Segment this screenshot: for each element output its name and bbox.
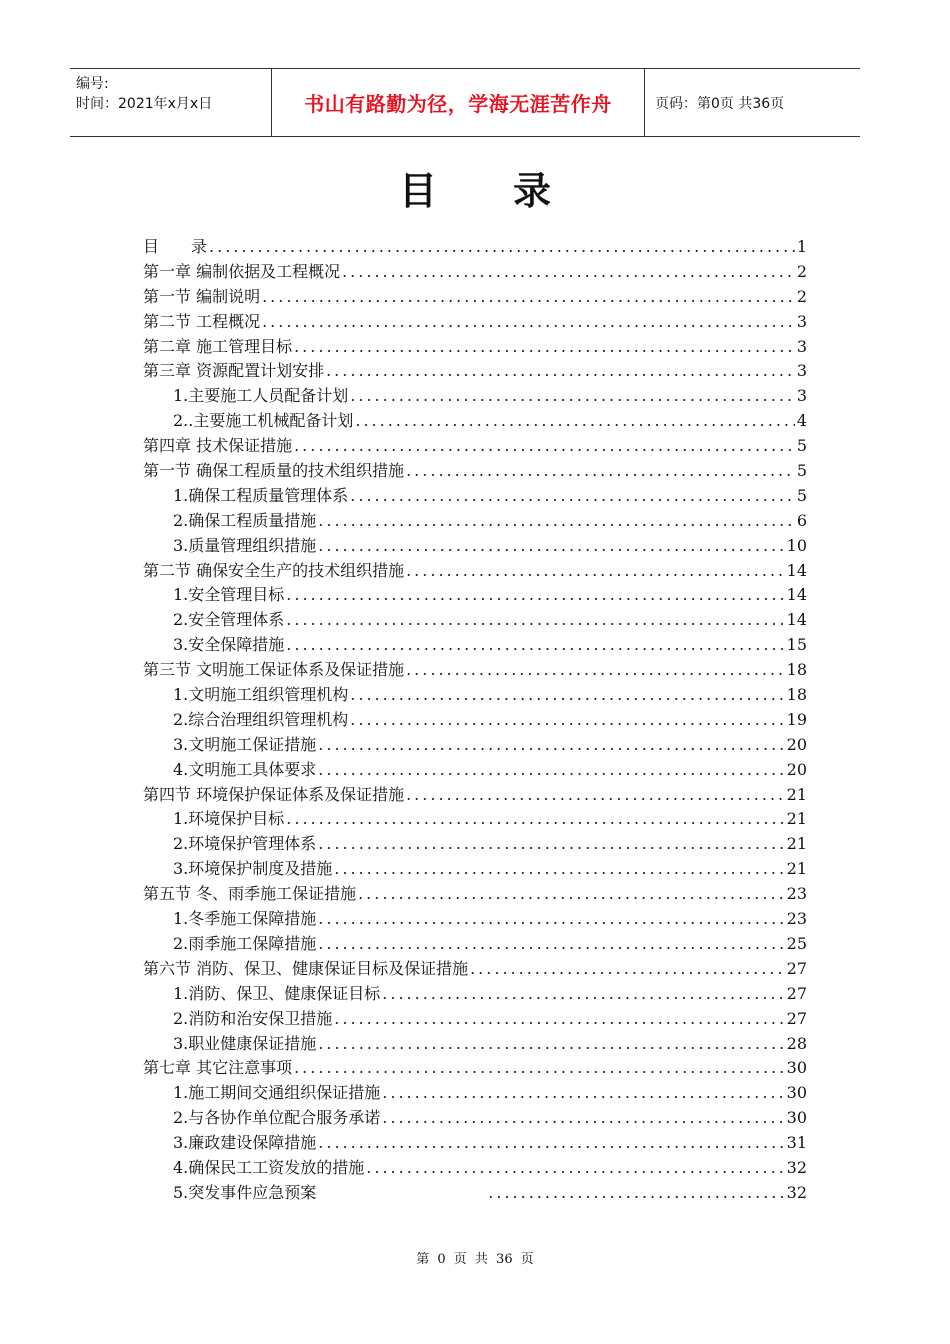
toc-entry[interactable] <box>143 707 807 732</box>
toc-entry-label: 2.与各协作单位配合服务承诺 <box>173 1108 381 1128</box>
toc-entry-label: 4.文明施工具体要求 <box>173 759 317 779</box>
toc-entry-label: 2.环境保护管理体系 <box>173 834 317 854</box>
toc-leader-dots <box>318 735 784 754</box>
toc-entry-page: 5 <box>796 461 807 481</box>
toc-entry-label: 第三节 文明施工保证体系及保证措施 <box>143 660 405 680</box>
toc-leader-dots <box>318 834 784 853</box>
toc-leader-dots <box>286 635 784 654</box>
toc-leader-dots <box>470 959 785 978</box>
toc-entry-page: 10 <box>786 535 807 555</box>
toc-entry[interactable] <box>143 732 807 757</box>
toc-leader-dots <box>318 511 795 530</box>
toc-leader-dots <box>350 486 795 505</box>
toc-leader-dots <box>382 984 784 1003</box>
toc-entry-page: 25 <box>786 933 807 953</box>
toc-entry[interactable] <box>143 483 807 508</box>
toc-leader-dots <box>406 785 785 804</box>
toc-entry-page: 20 <box>786 734 807 754</box>
toc-leader-dots <box>350 685 784 704</box>
toc-entry-page: 6 <box>796 510 807 530</box>
toc-entry-page: 23 <box>786 909 807 929</box>
toc-entry-label: 3.廉政建设保障措施 <box>173 1133 317 1153</box>
toc-entry[interactable] <box>143 508 807 533</box>
toc-leader-dots <box>286 610 784 629</box>
toc-entry-page: 30 <box>786 1108 807 1128</box>
toc-leader-dots <box>382 1083 784 1102</box>
toc-entry[interactable] <box>143 408 807 433</box>
toc-leader-dots <box>326 361 795 380</box>
toc-entry-page: 3 <box>796 361 807 381</box>
toc-entry-label: 1.施工期间交通组织保证措施 <box>173 1083 381 1103</box>
header-page-info: 页码：第0页 共36页 <box>655 95 785 112</box>
toc-entry-page: 14 <box>786 610 807 630</box>
toc-entry[interactable] <box>143 259 807 284</box>
toc-entry[interactable] <box>143 931 807 956</box>
toc-leader-dots <box>350 710 784 729</box>
header-meta <box>70 69 272 136</box>
toc-entry-page: 30 <box>786 1058 807 1078</box>
toc-entry-page: 18 <box>786 685 807 705</box>
toc-entry-page: 32 <box>786 1157 807 1177</box>
toc-entry[interactable] <box>143 956 807 981</box>
toc-entry-label: 3.质量管理组织措施 <box>173 535 317 555</box>
toc-leader-dots <box>294 436 795 455</box>
toc-leader-dots <box>318 536 784 555</box>
toc-entry-label: 第四章 技术保证措施 <box>143 436 293 456</box>
toc-entry-page: 21 <box>786 859 807 879</box>
toc-entry-page: 27 <box>786 983 807 1003</box>
toc-leader-dots <box>488 1183 784 1202</box>
toc-entry-page: 3 <box>796 311 807 331</box>
toc-entry[interactable] <box>143 1031 807 1056</box>
toc-entry[interactable] <box>143 682 807 707</box>
toc-entry[interactable] <box>143 757 807 782</box>
toc-entry-label: 2.消防和治安保卫措施 <box>173 1008 333 1028</box>
toc-entry-label: 3.环境保护制度及措施 <box>173 859 333 879</box>
toc-leader-dots <box>334 1009 784 1028</box>
toc-entry-page: 2 <box>796 286 807 306</box>
toc-entry[interactable] <box>143 1155 807 1180</box>
toc-entry-label: 第五节 冬、雨季施工保证措施 <box>143 884 357 904</box>
toc-leader-dots <box>262 312 795 331</box>
toc-entry-page: 28 <box>786 1033 807 1053</box>
toc-entry-label: 第一节 确保工程质量的技术组织措施 <box>143 461 405 481</box>
toc-entry[interactable] <box>143 906 807 931</box>
toc-entry-label: 目 录 <box>143 237 208 256</box>
page-footer: 第 0 页 共 36 页 <box>416 1252 534 1267</box>
toc-leader-dots <box>350 386 795 405</box>
document-header <box>70 68 860 137</box>
toc-entry-label: 1.安全管理目标 <box>173 585 285 605</box>
toc-entry[interactable] <box>143 533 807 558</box>
toc-leader-dots <box>262 287 795 306</box>
toc-entry-page: 21 <box>786 784 807 804</box>
toc-leader-dots <box>358 884 785 903</box>
toc-entry[interactable] <box>143 558 807 583</box>
toc-entry[interactable] <box>143 458 807 483</box>
toc-entry[interactable] <box>143 632 807 657</box>
toc-entry[interactable] <box>143 582 807 607</box>
toc-entry-page: 32 <box>786 1182 807 1202</box>
toc-entry[interactable] <box>143 1006 807 1031</box>
toc-entry[interactable] <box>143 1130 807 1155</box>
toc-entry-label: 3.职业健康保证措施 <box>173 1033 317 1053</box>
toc-leader-dots <box>286 809 784 828</box>
toc-entry-page: 21 <box>786 834 807 854</box>
toc-entry[interactable] <box>143 981 807 1006</box>
toc-entry-label: 4.确保民工工资发放的措施 <box>173 1157 365 1177</box>
header-motto: 书山有路勤为径，学海无涯苦作舟 <box>272 69 645 136</box>
toc-entry-label: 5.突发事件应急预案 <box>173 1182 317 1202</box>
toc-entry-label: 1.主要施工人员配备计划 <box>173 386 349 406</box>
toc-entry-page: 5 <box>796 436 807 456</box>
toc-entry[interactable] <box>143 383 807 408</box>
toc-entry-page: 19 <box>786 709 807 729</box>
toc-entry[interactable] <box>143 831 807 856</box>
toc-entry-page: 5 <box>796 485 807 505</box>
toc-entry-page: 1 <box>796 237 807 256</box>
toc-entry-page: 21 <box>786 809 807 829</box>
toc-entry-page: 27 <box>786 958 807 978</box>
toc-entry-label: 2.雨季施工保障措施 <box>173 933 317 953</box>
toc-entry-page: 3 <box>796 336 807 356</box>
toc-entry[interactable] <box>143 284 807 309</box>
toc-entry-label: 第一节 编制说明 <box>143 286 261 306</box>
toc-entry-label: 1.确保工程质量管理体系 <box>173 485 349 505</box>
toc-leader-dots <box>209 237 795 256</box>
toc-entry[interactable] <box>143 856 807 881</box>
toc-leader-dots <box>406 461 795 480</box>
toc-entry[interactable] <box>143 607 807 632</box>
toc-entry-label: 1.环境保护目标 <box>173 809 285 829</box>
toc-entry-label: 第三章 资源配置计划安排 <box>143 361 325 381</box>
toc-entry-label: 1.文明施工组织管理机构 <box>173 685 349 705</box>
table-of-contents <box>143 234 807 1205</box>
document-time: 时间：2021年x月x日 <box>76 96 213 112</box>
toc-entry[interactable] <box>143 433 807 458</box>
toc-entry-label: 2..主要施工机械配备计划 <box>173 411 354 431</box>
toc-entry-page: 18 <box>786 660 807 680</box>
toc-entry-page: 3 <box>796 386 807 406</box>
toc-entry[interactable] <box>143 1080 807 1105</box>
toc-entry-label: 1.冬季施工保障措施 <box>173 909 317 929</box>
toc-entry-page: 31 <box>786 1133 807 1153</box>
toc-leader-dots <box>406 660 785 679</box>
toc-leader-dots <box>318 1034 784 1053</box>
toc-entry[interactable] <box>143 1105 807 1130</box>
toc-entry-label: 3.文明施工保证措施 <box>173 734 317 754</box>
toc-entry-label: 1.消防、保卫、健康保证目标 <box>173 983 381 1003</box>
toc-entry-label: 第六节 消防、保卫、健康保证目标及保证措施 <box>143 958 469 978</box>
toc-entry-label: 3.安全保障措施 <box>173 635 285 655</box>
toc-leader-dots <box>382 1108 784 1127</box>
toc-leader-dots <box>286 585 784 604</box>
toc-entry-label: 第四节 环境保护保证体系及保证措施 <box>143 784 405 804</box>
toc-entry-page: 14 <box>786 585 807 605</box>
toc-entry[interactable] <box>143 806 807 831</box>
toc-entry-label: 第一章 编制依据及工程概况 <box>143 261 341 281</box>
toc-entry[interactable] <box>143 881 807 906</box>
toc-leader-dots <box>366 1158 784 1177</box>
toc-entry-page: 4 <box>796 411 807 431</box>
toc-leader-dots <box>318 1133 784 1152</box>
toc-entry-label: 第二节 工程概况 <box>143 311 261 331</box>
toc-entry-label: 第二章 施工管理目标 <box>143 336 293 356</box>
toc-entry[interactable] <box>143 657 807 682</box>
toc-entry[interactable] <box>143 358 807 383</box>
page-title: 目 录 <box>398 168 551 213</box>
toc-leader-dots <box>318 934 784 953</box>
toc-entry[interactable] <box>143 782 807 807</box>
toc-leader-dots <box>342 262 795 281</box>
toc-entry-page: 2 <box>796 261 807 281</box>
toc-entry[interactable] <box>143 1180 807 1205</box>
document-number-label: 编号: <box>76 76 109 92</box>
toc-entry-page: 30 <box>786 1083 807 1103</box>
toc-entry-page: 23 <box>786 884 807 904</box>
toc-leader-dots <box>294 337 795 356</box>
toc-entry[interactable] <box>143 334 807 359</box>
toc-entry-label: 第二节 确保安全生产的技术组织措施 <box>143 560 405 580</box>
toc-leader-dots <box>355 411 794 430</box>
toc-entry-label: 2.综合治理组织管理机构 <box>173 709 349 729</box>
toc-entry[interactable] <box>143 1055 807 1080</box>
toc-entry-page: 14 <box>786 560 807 580</box>
toc-entry-label: 2.安全管理体系 <box>173 610 285 630</box>
toc-entry-label: 2.确保工程质量措施 <box>173 510 317 530</box>
toc-entry-label: 第七章 其它注意事项 <box>143 1058 293 1078</box>
toc-leader-dots <box>318 909 784 928</box>
toc-leader-dots <box>406 561 785 580</box>
toc-entry-page: 15 <box>786 635 807 655</box>
toc-leader-dots <box>318 760 784 779</box>
toc-entry[interactable] <box>143 309 807 334</box>
toc-entry-page: 20 <box>786 759 807 779</box>
toc-leader-dots <box>334 859 784 878</box>
toc-entry[interactable] <box>143 234 807 259</box>
toc-entry-page: 27 <box>786 1008 807 1028</box>
toc-leader-dots <box>294 1058 785 1077</box>
